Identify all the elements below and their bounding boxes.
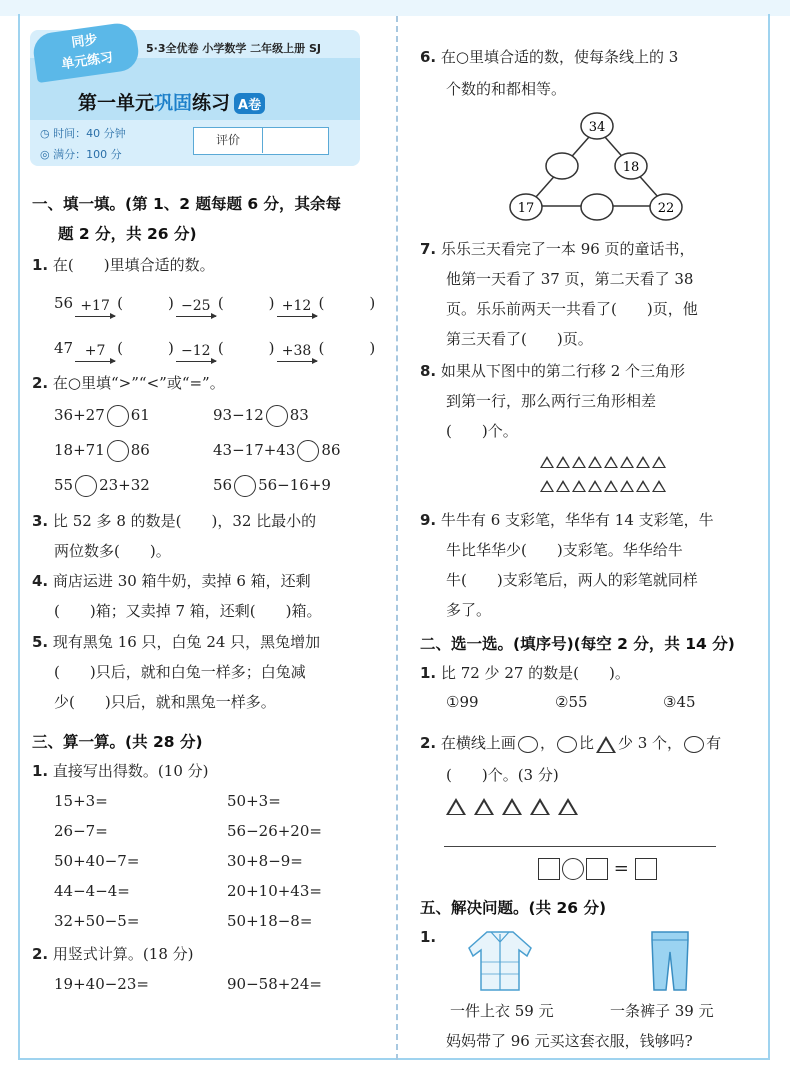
q3-line1: 3. 比 52 多 8 的数是( )，32 比最小的 — [32, 512, 317, 530]
triangle-row2 — [539, 476, 667, 494]
book-info: 5·3全优卷 小学数学 二年级上册 SJ — [146, 42, 321, 55]
calc-item: 56−26+20= — [227, 822, 322, 840]
q9-line1: 9. 牛牛有 6 支彩笔，华华有 14 支彩笔，牛 — [420, 511, 714, 529]
answer-line[interactable] — [444, 846, 716, 847]
q7-line4: 第三天看了( )页。 — [446, 330, 593, 348]
c1: 1. 直接写出得数。(10 分) — [32, 762, 209, 780]
page-title — [78, 88, 265, 115]
evaluation-label: 评价 — [194, 128, 263, 153]
q1-row1: 56 +17 ( ) −25 ( ) +12 ( ) — [54, 292, 375, 313]
q6-line1: 6. 在○里填合适的数，使每条线上的 3 — [420, 48, 679, 66]
title-tag: A卷 — [234, 93, 265, 114]
q7-line3: 页。乐乐前两天一共看了( )页，他 — [446, 300, 698, 318]
section5-heading: 五、解决问题。(共 26 分) — [420, 899, 607, 917]
q2-item: 56 56−16+9 — [213, 475, 331, 497]
q1: 1. 在( )里填合适的数。 — [32, 256, 215, 274]
calc-item: 30+8−9= — [227, 852, 303, 870]
s1-option[interactable]: ①99 — [446, 693, 479, 711]
vertical-calc-item: 90−58+24= — [227, 975, 322, 993]
badge-line2: 单元练习 — [60, 50, 115, 73]
clock-icon: ◷ — [40, 127, 54, 140]
jacket-price: 一件上衣 59 元 — [450, 1002, 554, 1020]
q2-item: 93−12 83 — [213, 405, 309, 427]
title-part1: 第一单元 — [78, 92, 155, 114]
s1-option[interactable]: ②55 — [555, 693, 588, 711]
section1-heading-line2: 题 2 分，共 26 分) — [58, 225, 197, 243]
q5-line1: 5. 现有黑兔 16 只，白兔 24 只，黑兔增加 — [32, 633, 321, 651]
q2-item: 43−17+43 86 — [213, 440, 341, 462]
node-bottom-right: 22 — [657, 201, 675, 216]
title-part3: 练习 — [192, 92, 231, 114]
badge-line1: 同步 — [70, 32, 99, 51]
q8-line3: ( )个。 — [446, 422, 518, 440]
s1-option[interactable]: ③45 — [663, 693, 696, 711]
s2-triangles — [444, 796, 580, 815]
node-top: 34 — [588, 120, 606, 135]
pants-image — [648, 930, 692, 992]
q2-item: 36+27 61 — [54, 405, 150, 427]
calc-item: 50+18−8= — [227, 912, 313, 930]
check-icon: ◎ — [40, 148, 54, 161]
q4-line2: ( )箱；又卖掉 7 箱，还剩( )箱。 — [54, 602, 322, 620]
q9-line3: 牛( )支彩笔后，两人的彩笔就同样 — [446, 571, 698, 589]
q9-line4: 多了。 — [446, 601, 492, 619]
time-limit: ◷ 时间：40 分钟 — [40, 127, 126, 140]
calc-item: 15+3= — [54, 792, 108, 810]
q2: 2. 在○里填“>”“<”或“=”。 — [32, 374, 225, 392]
column-divider — [396, 16, 398, 1060]
s1: 1. 比 72 少 27 的数是( )。 — [420, 664, 630, 682]
q8-line2: 到第一行，那么两行三角形相差 — [446, 392, 657, 410]
jacket-image — [465, 928, 535, 992]
calc-item: 32+50−5= — [54, 912, 140, 930]
evaluation-box[interactable] — [193, 127, 329, 155]
calc-item: 20+10+43= — [227, 882, 322, 900]
q7-line2: 他第一天看了 37 页，第二天看了 38 — [446, 270, 694, 288]
q7-line1: 7. 乐乐三天看完了一本 96 页的童话书， — [420, 240, 695, 258]
title-part2: 巩固 — [154, 92, 193, 114]
node-bottom-left: 17 — [517, 201, 535, 216]
q2-item: 18+71 86 — [54, 440, 150, 462]
p1-question: 妈妈带了 96 元买这套衣服，钱够吗? — [446, 1032, 693, 1050]
q3-line2: 两位数多( )。 — [54, 542, 171, 560]
q9-line2: 牛比华华少( )支彩笔。华华给牛 — [446, 541, 683, 559]
q6-line2: 个数的和都相等。 — [446, 80, 567, 98]
node-right: 18 — [622, 160, 640, 175]
q5-line2: ( )只后，就和白兔一样多；白兔减 — [54, 663, 306, 681]
q2-item: 55 23+32 — [54, 475, 150, 497]
q5-line3: 少( )只后，就和黑兔一样多。 — [54, 693, 276, 711]
p1-num: 1. — [420, 928, 437, 946]
s2-line2: ( )个。(3 分) — [446, 766, 559, 784]
q8-line1: 8. 如果从下图中的第二行移 2 个三角形 — [420, 362, 686, 380]
vertical-calc-item: 19+40−23= — [54, 975, 149, 993]
calc-item: 44−4−4= — [54, 882, 130, 900]
full-score: ◎ 满分：100 分 — [40, 148, 122, 161]
s2-line1: 2. 在横线上画 ， 比 少 3 个， 有 — [420, 734, 722, 752]
triangle-number-diagram — [500, 108, 700, 228]
q1-row2: 47 +7 ( ) −12 ( ) +38 ( ) — [54, 337, 375, 358]
answer-equation[interactable]: = — [538, 858, 657, 880]
section1-heading-line1: 一、填一填。(第 1、2 题每题 6 分，其余每 — [32, 195, 342, 213]
triangle-row1 — [539, 452, 667, 470]
calc-item: 26−7= — [54, 822, 108, 840]
pants-price: 一条裤子 39 元 — [610, 1002, 714, 1020]
c2: 2. 用竖式计算。(18 分) — [32, 945, 194, 963]
calc-item: 50+3= — [227, 792, 281, 810]
calc-item: 50+40−7= — [54, 852, 140, 870]
q4-line1: 4. 商店运进 30 箱牛奶，卖掉 6 箱，还剩 — [32, 572, 311, 590]
section3-heading: 三、算一算。(共 28 分) — [32, 733, 203, 751]
section2-heading: 二、选一选。(填序号)(每空 2 分，共 14 分) — [420, 635, 735, 653]
